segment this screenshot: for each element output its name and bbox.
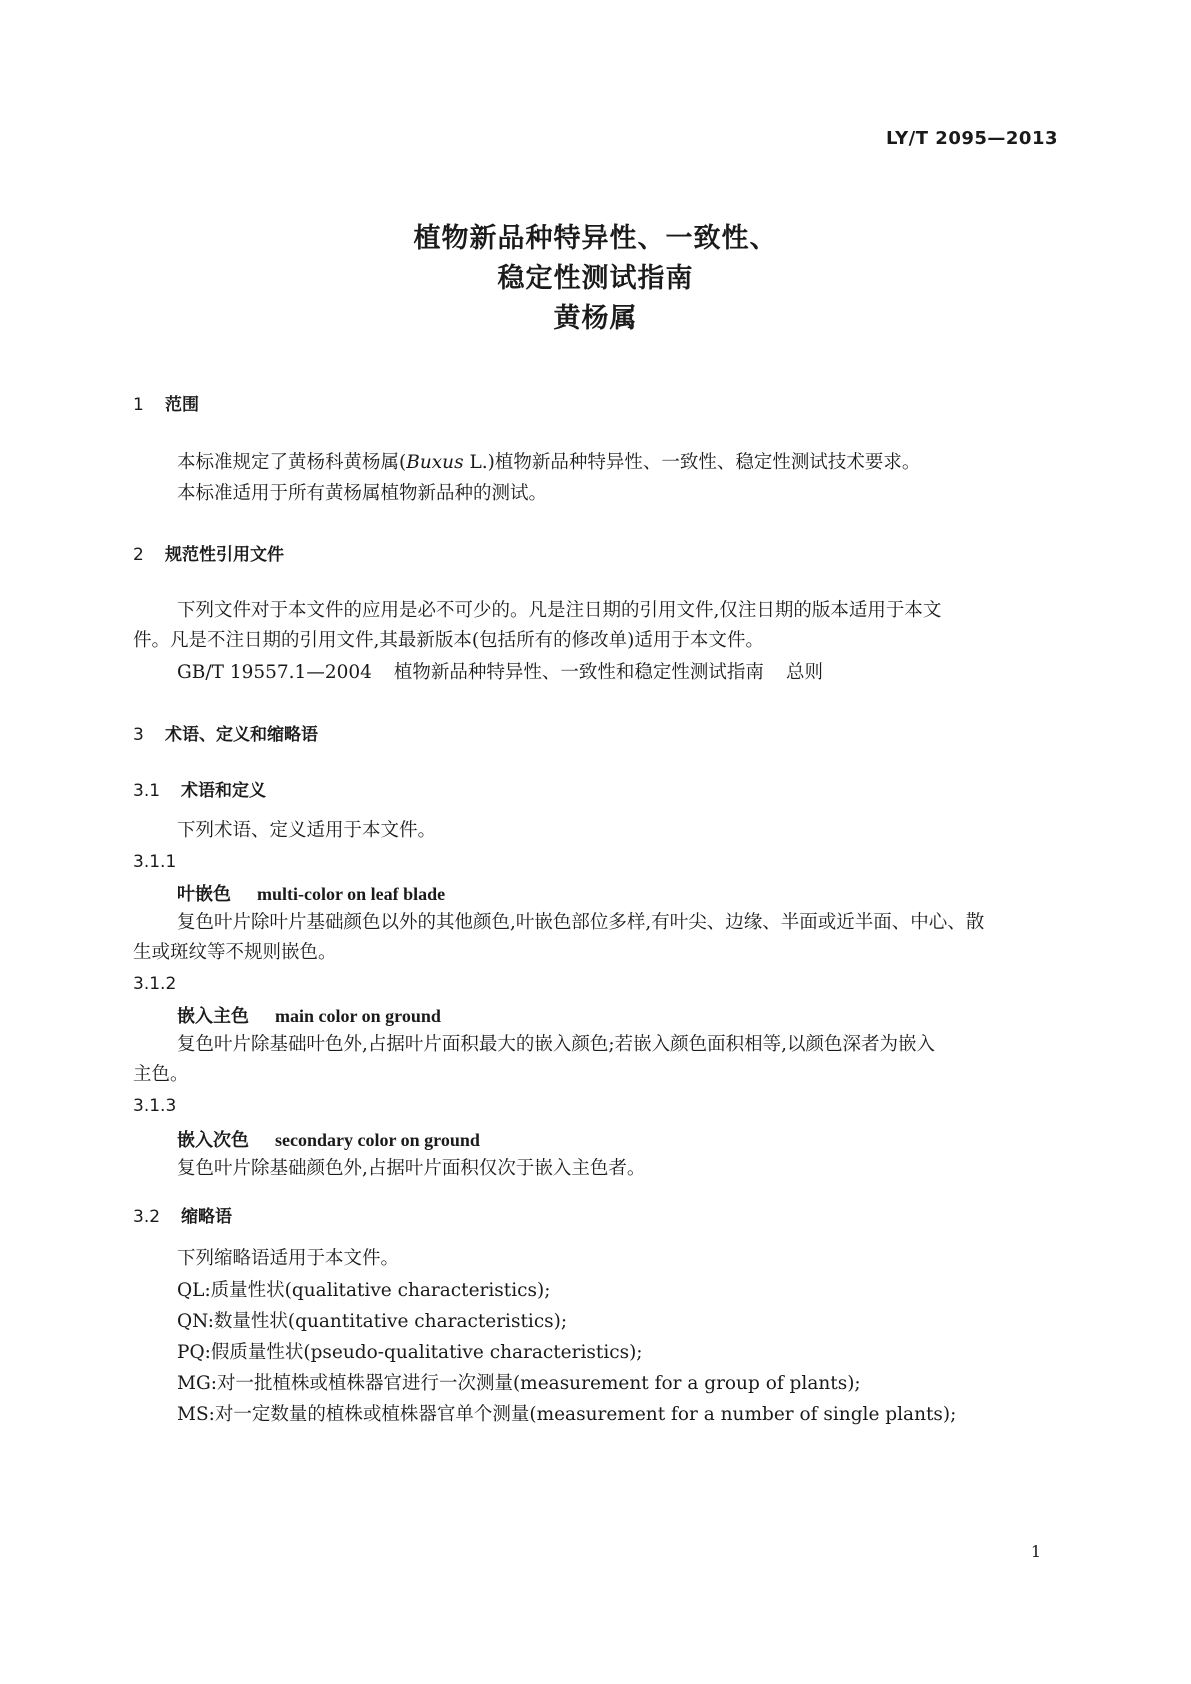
section-3-2-number: 3.2: [133, 1207, 161, 1227]
reference-code: GB/T 19557.1—2004: [177, 662, 372, 683]
section-2-title: 规范性引用文件: [165, 545, 284, 565]
abbreviation-ql: QL:质量性状(qualitative characteristics);: [177, 1280, 551, 1301]
normative-reference: [177, 656, 1057, 689]
term-3-1-2-definition-line-1: 复色叶片除基础叶色外,占据叶片面积最大的嵌入颜色;若嵌入颜色面积相等,以颜色深者为嵌入: [177, 1034, 935, 1055]
section-2-paragraph-line-1: 下列文件对于本文件的应用是必不可少的。凡是注日期的引用文件,仅注日期的版本适用于本文: [177, 600, 942, 621]
abbreviation-ms: MS:对一定数量的植株或植株器官单个测量(measurement for a number of single plants);: [177, 1404, 957, 1425]
section-2-number: 2: [133, 545, 144, 565]
reference-title: 植物新品种特异性、一致性和稳定性测试指南: [393, 662, 764, 683]
section-3-heading: [133, 720, 318, 745]
section-1-number: 1: [133, 395, 144, 415]
term-3-1-2-number: 3.1.2: [133, 974, 177, 994]
title-line-3: 黄杨属: [553, 303, 638, 334]
abbreviations-intro: 下列缩略语适用于本文件。: [177, 1248, 400, 1269]
section-3-1-title: 术语和定义: [181, 781, 266, 801]
section-1-title: 范围: [165, 395, 199, 415]
abbreviation-mg: MG:对一批植株或植株器官进行一次测量(measurement for a group of plants);: [177, 1373, 861, 1394]
title-line-1: 植物新品种特异性、一致性、: [413, 223, 778, 254]
term-3-1-3: [177, 1126, 480, 1152]
term-3-1-1-definition-line-2: 生或斑纹等不规则嵌色。: [133, 942, 337, 963]
genus-name: Buxus: [406, 452, 464, 473]
section-3-title: 术语、定义和缩略语: [165, 725, 318, 745]
terms-intro: 下列术语、定义适用于本文件。: [177, 820, 437, 841]
term-3-1-3-number: 3.1.3: [133, 1096, 177, 1116]
abbreviation-pq: PQ:假质量性状(pseudo-qualitative characteristics);: [177, 1342, 643, 1363]
term-3-1-2-definition-line-2: 主色。: [133, 1064, 189, 1085]
section-3-2-title: 缩略语: [181, 1207, 232, 1227]
page-number: 1: [1030, 1542, 1041, 1561]
term-en: main color on ground: [275, 1006, 441, 1026]
section-3-1-number: 3.1: [133, 781, 161, 801]
term-3-1-1-definition-line-1: 复色叶片除叶片基础颜色以外的其他颜色,叶嵌色部位多样,有叶尖、边缘、半面或近半面、中心、散: [177, 912, 985, 933]
reference-suffix: 总则: [785, 662, 823, 683]
term-3-1-2: [177, 1002, 441, 1028]
section-1-heading: [133, 390, 199, 415]
section-2-paragraph-line-2: 件。凡是不注日期的引用文件,其最新版本(包括所有的修改单)适用于本文件。: [133, 630, 764, 651]
term-zh: 嵌入主色: [177, 1006, 249, 1027]
term-zh: 叶嵌色: [177, 884, 231, 905]
term-en: multi-color on leaf blade: [257, 884, 446, 904]
section-1-paragraph-2: 本标准适用于所有黄杨属植物新品种的测试。: [177, 483, 548, 504]
abbreviation-qn: QN:数量性状(quantitative characteristics);: [177, 1311, 568, 1332]
section-3-1-heading: [133, 776, 266, 801]
term-3-1-1: [177, 880, 445, 906]
section-3-number: 3: [133, 725, 144, 745]
section-2-heading: [133, 540, 284, 565]
section-3-2-heading: [133, 1202, 232, 1227]
standard-number: LY/T 2095—2013: [885, 128, 1058, 149]
term-3-1-1-number: 3.1.1: [133, 852, 177, 872]
term-en: secondary color on ground: [275, 1130, 480, 1150]
term-zh: 嵌入次色: [177, 1130, 249, 1151]
section-1-paragraph-1: 本标准规定了黄杨科黄杨属(Buxus L.)植物新品种特异性、一致性、稳定性测试技术要求。: [177, 452, 921, 473]
title-line-2: 稳定性测试指南: [497, 263, 694, 294]
term-3-1-3-definition-line-1: 复色叶片除基础颜色外,占据叶片面积仅次于嵌入主色者。: [177, 1158, 646, 1179]
